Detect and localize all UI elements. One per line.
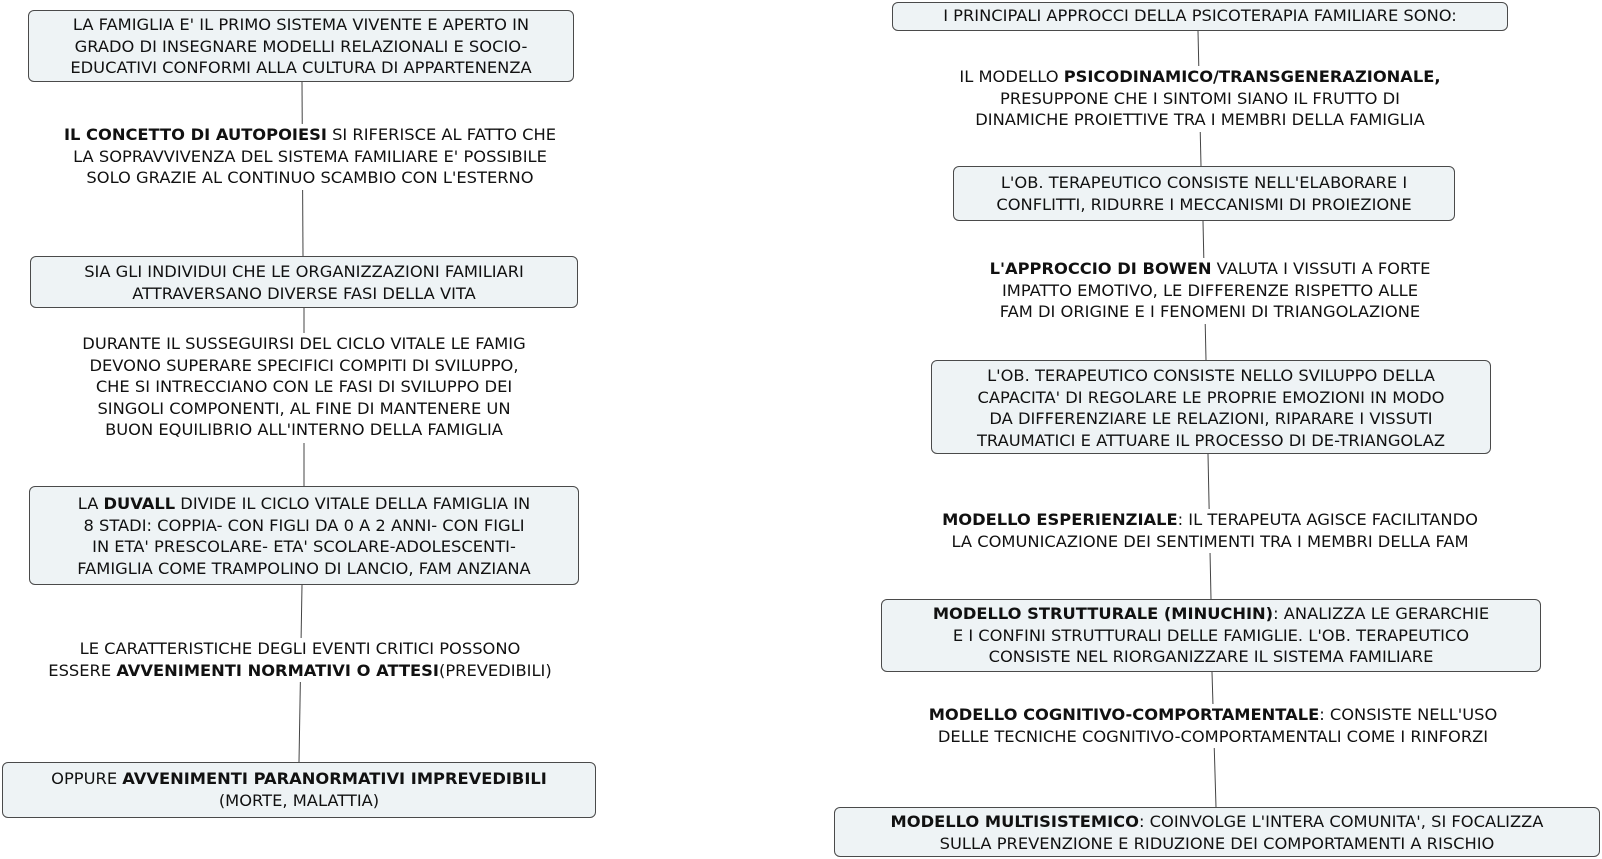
node-text-span: LA (77, 494, 104, 513)
node-text-line (30, 493, 578, 515)
node-text-line: DINAMICHE PROIETTIVE TRA I MEMBRI DELLA FAMIGLIA (975, 110, 1425, 129)
node-duvall (29, 486, 579, 585)
node-text-span: : IL TERAPEUTA AGISCE FACILITANDO (1177, 510, 1478, 529)
node-ob-emozioni (931, 360, 1491, 454)
node-text-span: DIVIDE IL CICLO VITALE DELLA FAMIGLIA IN (175, 494, 531, 513)
node-text-line: DA DIFFERENZIARE LE RELAZIONI, RIPARARE I VISSUTI (989, 409, 1433, 428)
node-text-line (3, 768, 595, 790)
node-bowen (920, 258, 1500, 324)
node-text-span: (PREVEDIBILI) (438, 660, 552, 680)
node-psicodinamico (900, 66, 1500, 132)
node-text-line: LA COMUNICAZIONE DEI SENTIMENTI TRA I MEMBRI DELLA FAM (951, 531, 1469, 551)
node-text-bold: MODELLO ESPERIENZIALE (942, 510, 1178, 529)
node-text-line: L'OB. TERAPEUTICO CONSISTE NELLO SVILUPPO DELLA (987, 366, 1435, 385)
node-text-line: EDUCATIVI CONFORMI ALLA CULTURA DI APPARTENENZA (70, 58, 532, 77)
node-text-line: FAM DI ORIGINE E I FENOMENI DI TRIANGOLAZIONE (999, 302, 1421, 321)
node-text-line: E I CONFINI STRUTTURALI DELLE FAMIGLIE. L'OB. TERAPEUTICO (952, 625, 1470, 645)
node-text-line: FAMIGLIA COME TRAMPOLINO DI LANCIO, FAM ANZIANA (77, 558, 531, 578)
node-text-bold: L'APPROCCIO DI BOWEN (989, 259, 1212, 278)
node-text-line: ATTRAVERSANO DIVERSE FASI DELLA VITA (132, 283, 476, 303)
node-text-line: 8 STADI: COPPIA- CON FIGLI DA 0 A 2 ANNI- CON FIGLI (83, 515, 525, 535)
node-text-line: IN ETA' PRESCOLARE- ETA' SCOLARE-ADOLESCENTI- (92, 537, 516, 556)
node-text-bold: MODELLO MULTISISTEMICO (890, 812, 1139, 831)
node-text-span: : CONSISTE NELL'USO (1319, 705, 1498, 724)
node-text-span: : COINVOLGE L'INTERA COMUNITA', SI FOCALIZZA (1138, 812, 1544, 831)
node-autopoiesi (10, 124, 610, 190)
node-text-line (880, 704, 1546, 726)
node-principali-approcci (892, 2, 1508, 31)
node-text-line (900, 66, 1500, 88)
node-paranormativi (2, 762, 596, 818)
node-famiglia-sistema (28, 10, 574, 82)
node-text-span: VALUTA I VISSUTI A FORTE (1211, 259, 1431, 278)
node-text-bold: DUVALL (103, 494, 176, 513)
node-fasi-vita (30, 256, 578, 308)
node-ciclo-vitale (36, 333, 572, 443)
node-text-bold: MODELLO STRUTTURALE (MINUCHIN) (932, 604, 1274, 623)
node-text-bold: PSICODINAMICO/TRANSGENERAZIONALE, (1063, 67, 1441, 86)
node-text-line (2, 660, 598, 682)
node-text-line (10, 124, 610, 146)
node-text-line: DURANTE IL SUSSEGUIRSI DEL CICLO VITALE LE FAMIG (82, 334, 526, 353)
node-text-bold: MODELLO COGNITIVO-COMPORTAMENTALE (928, 705, 1320, 724)
node-text-line: DELLE TECNICHE COGNITIVO-COMPORTAMENTALI COME I RINFORZI (937, 726, 1489, 746)
node-text-line: CAPACITA' DI REGOLARE LE PROPRIE EMOZIONI IN MODO (977, 387, 1445, 407)
node-text-line: LE CARATTERISTICHE DEGLI EVENTI CRITICI POSSONO (79, 639, 521, 658)
node-text-line: LA FAMIGLIA E' IL PRIMO SISTEMA VIVENTE E APERTO IN (72, 15, 530, 34)
node-text-line: CONSISTE NEL RIORGANIZZARE IL SISTEMA FAMILIARE (988, 647, 1434, 666)
node-text-bold: AVVENIMENTI NORMATIVI O ATTESI (116, 660, 439, 680)
node-text-span: OPPURE (51, 769, 123, 788)
node-text-line: SIA GLI INDIVIDUI CHE LE ORGANIZZAZIONI FAMILIARI (84, 262, 524, 281)
node-text-line (920, 258, 1500, 280)
node-text-line: DEVONO SUPERARE SPECIFICI COMPITI DI SVILUPPO, (89, 355, 519, 375)
node-text-span: ESSERE (48, 660, 117, 680)
node-text-line: L'OB. TERAPEUTICO CONSISTE NELL'ELABORARE I (1000, 173, 1408, 192)
node-text-line: TRAUMATICI E ATTUARE IL PROCESSO DI DE-TRIANGOLAZ (976, 430, 1445, 450)
node-esperienziale (890, 509, 1530, 553)
node-text-line (882, 603, 1540, 625)
node-text-bold: IL CONCETTO DI AUTOPOIESI (63, 125, 327, 144)
node-text-line: BUON EQUILIBRIO ALL'INTERNO DELLA FAMIGLIA (105, 420, 503, 439)
node-text-line: CHE SI INTRECCIANO CON LE FASI DI SVILUPPO DEI (95, 377, 513, 396)
node-text-line: (MORTE, MALATTIA) (218, 790, 380, 810)
node-ob-conflitti (953, 166, 1455, 221)
node-eventi-critici (2, 638, 598, 682)
node-text-line (835, 811, 1599, 833)
node-text-line: SINGOLI COMPONENTI, AL FINE DI MANTENERE UN (97, 398, 511, 418)
node-text-line: SULLA PREVENZIONE E RIDUZIONE DEI COMPORTAMENTI A RISCHIO (939, 833, 1495, 853)
node-text-line: I PRINCIPALI APPROCCI DELLA PSICOTERAPIA FAMILIARE SONO: (943, 6, 1457, 25)
node-text-bold: AVVENIMENTI PARANORMATIVI IMPREVEDIBILI (122, 769, 547, 788)
node-text-line: LA SOPRAVVIVENZA DEL SISTEMA FAMILIARE E' POSSIBILE (73, 146, 547, 166)
node-strutturale (881, 599, 1541, 672)
node-text-span: IL MODELLO (959, 67, 1064, 86)
node-text-span: SI RIFERISCE AL FATTO CHE (326, 125, 557, 144)
node-text-line (890, 509, 1530, 531)
node-text-line: IMPATTO EMOTIVO, LE DIFFERENZE RISPETTO ALLE (1001, 280, 1418, 300)
node-multisistemico (834, 807, 1600, 857)
node-text-line: CONFLITTI, RIDURRE I MECCANISMI DI PROIEZIONE (996, 194, 1412, 214)
node-text-line: SOLO GRAZIE AL CONTINUO SCAMBIO CON L'ESTERNO (86, 168, 534, 187)
node-cognitivo (880, 704, 1546, 748)
node-text-line: PRESUPPONE CHE I SINTOMI SIANO IL FRUTTO DI (1000, 88, 1400, 108)
node-text-span: : ANALIZZA LE GERARCHIE (1273, 604, 1490, 623)
node-text-line: GRADO DI INSEGNARE MODELLI RELAZIONALI E SOCIO- (74, 36, 528, 56)
